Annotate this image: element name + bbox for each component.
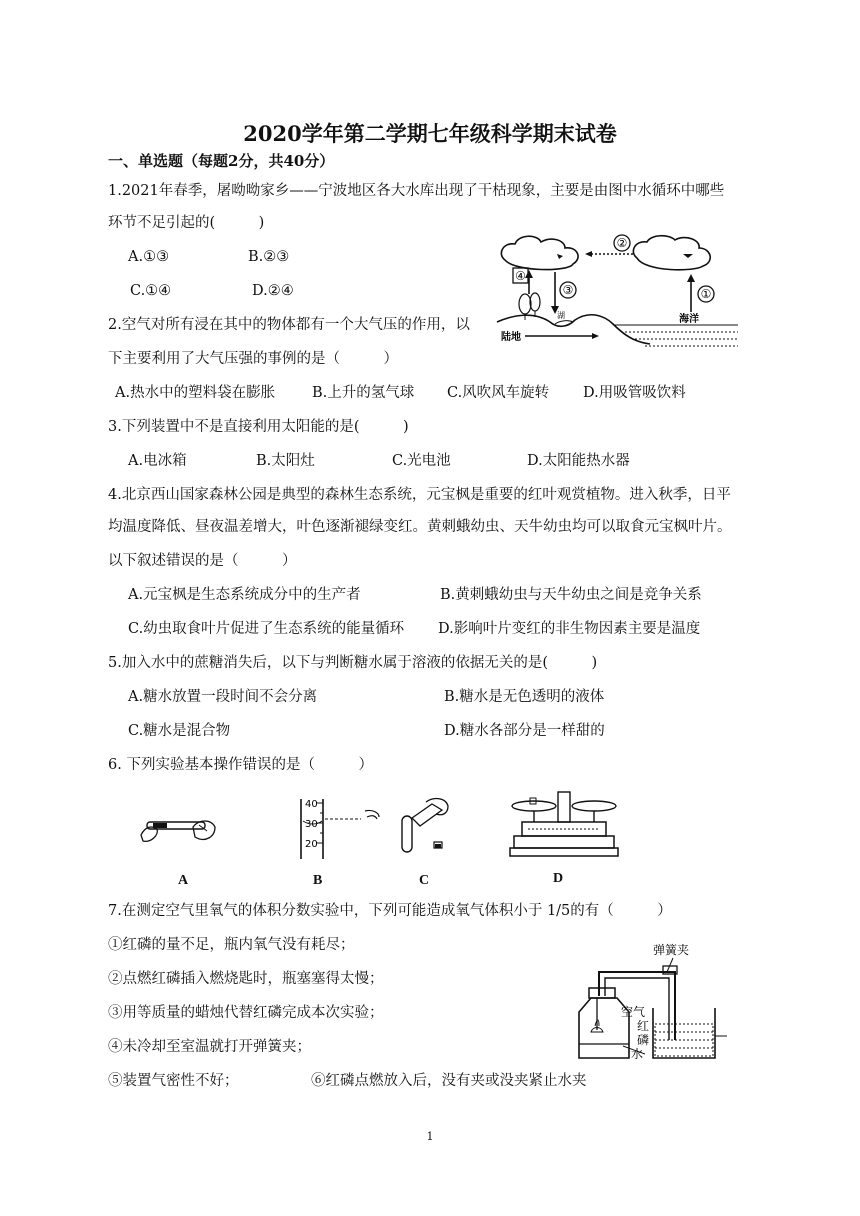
q4-option-d: D.影响叶片变红的非生物因素主要是温度 — [438, 621, 701, 637]
fig-label-land: 陆地 — [501, 332, 521, 343]
q7-item-4: ④未冷却至室温就打开弹簧夹； — [108, 1039, 311, 1055]
fig-label-lake: 湖 — [557, 311, 565, 320]
section-heading: 一、单选题（每题2分，共40分） — [108, 152, 335, 170]
q7-item-5: ⑤装置气密性不好； — [108, 1073, 239, 1089]
q4-stem-line2: 均温度降低、昼夜温差增大，叶色逐渐褪绿变红。黄刺蛾幼虫、天牛幼虫均可以取食元宝枫叶片。 — [108, 519, 732, 535]
q7-label-water: 水 — [631, 1047, 644, 1061]
q2-stem-line1: 2.空气对所有浸在其中的物体都有一个大气压的作用，以 — [108, 317, 470, 333]
fig-label-3: ③ — [562, 283, 574, 297]
q6-scale-40: 40 — [305, 799, 318, 810]
q7-stem: 7.在测定空气里氧气的体积分数实验中，下列可能造成氧气体积小于 1/5的有（ ） — [108, 903, 672, 919]
q5-option-c: C.糖水是混合物 — [128, 723, 231, 739]
q6-figure-d — [508, 788, 620, 860]
q2-option-a: A.热水中的塑料袋在膨胀 — [115, 385, 276, 401]
q5-option-a: A.糖水放置一段时间不会分离 — [128, 689, 318, 705]
q6-figure-a — [135, 805, 220, 850]
q4-stem-line1: 4.北京西山国家森林公园是典型的森林生态系统，元宝枫是重要的红叶观赏植物。进入秋季，日平 — [108, 487, 731, 503]
q7-label-p2: 磷 — [637, 1033, 650, 1047]
q7-label-air: 空气 — [621, 1005, 646, 1019]
q1-option-d: D.②④ — [252, 283, 294, 299]
q1-stem-line2: 环节不足引起的( ) — [108, 215, 265, 231]
q7-item-2: ②点燃红磷插入燃烧匙时，瓶塞塞得太慢； — [108, 971, 384, 987]
q6-figure-b — [295, 797, 385, 861]
q3-stem: 3.下列装置中不是直接利用太阳能的是( ) — [108, 419, 409, 435]
q6-scale-30: 30 — [305, 819, 318, 830]
fig-label-ocean: 海洋 — [679, 314, 699, 325]
q6-caption-c: C — [419, 873, 430, 888]
q7-item-3: ③用等质量的蜡烛代替红磷完成本次实验； — [108, 1005, 384, 1021]
q1-option-a: A.①③ — [128, 249, 170, 265]
q1-option-c: C.①④ — [130, 283, 172, 299]
q2-stem-line2: 下主要利用了大气压强的事例的是（ ） — [108, 351, 398, 367]
q5-stem: 5.加入水中的蔗糖消失后，以下与判断糖水属于溶液的依据无关的是( ) — [108, 655, 598, 671]
q7-item-1: ①红磷的量不足，瓶内氧气没有耗尽； — [108, 937, 355, 953]
q7-apparatus-diagram — [575, 940, 730, 1065]
q3-option-b: B.太阳灶 — [256, 453, 315, 469]
q6-caption-b: B — [313, 873, 323, 888]
q4-option-a: A.元宝枫是生态系统成分中的生产者 — [128, 587, 361, 603]
page-number: 1 — [426, 1130, 434, 1143]
q1-stem-line1: 1.2021年春季，屠呦呦家乡——宁波地区各大水库出现了干枯现象，主要是由图中水循环中哪些 — [108, 183, 725, 199]
q5-option-b: B.糖水是无色透明的液体 — [444, 689, 605, 705]
q2-option-d: D.用吸管吸饮料 — [583, 385, 686, 401]
fig-label-1: ① — [700, 287, 712, 301]
q3-option-c: C.光电池 — [392, 453, 451, 469]
q4-option-c: C.幼虫取食叶片促进了生态系统的能量循环 — [128, 621, 405, 637]
q6-scale-20: 20 — [305, 839, 318, 850]
q7-item-6: ⑥红磷点燃放入后，没有夹或没夹紧止水夹 — [311, 1073, 587, 1089]
page-title: 2020学年第二学期七年级科学期末试卷 — [243, 121, 617, 146]
q4-option-b: B.黄刺蛾幼虫与天牛幼虫之间是竞争关系 — [440, 587, 702, 603]
q5-option-d: D.糖水各部分是一样甜的 — [444, 723, 605, 739]
q4-stem-line3: 以下叙述错误的是（ ） — [108, 553, 297, 569]
q6-caption-a: A — [178, 873, 189, 888]
fig-label-2: ② — [616, 236, 628, 250]
q2-option-c: C.风吹风车旋转 — [447, 385, 550, 401]
q7-label-p1: 红 — [637, 1019, 650, 1033]
q3-option-a: A.电冰箱 — [128, 453, 187, 469]
q7-label-clamp: 弹簧夹 — [653, 943, 690, 957]
water-cycle-diagram — [495, 232, 740, 352]
fig-label-4: ④ — [515, 269, 526, 283]
q6-figure-c — [398, 796, 454, 860]
q1-option-b: B.②③ — [248, 249, 290, 265]
q6-caption-d: D — [553, 871, 564, 886]
q2-option-b: B.上升的氢气球 — [312, 385, 415, 401]
q3-option-d: D.太阳能热水器 — [527, 453, 630, 469]
q6-stem: 6. 下列实验基本操作错误的是（ ） — [108, 757, 373, 773]
